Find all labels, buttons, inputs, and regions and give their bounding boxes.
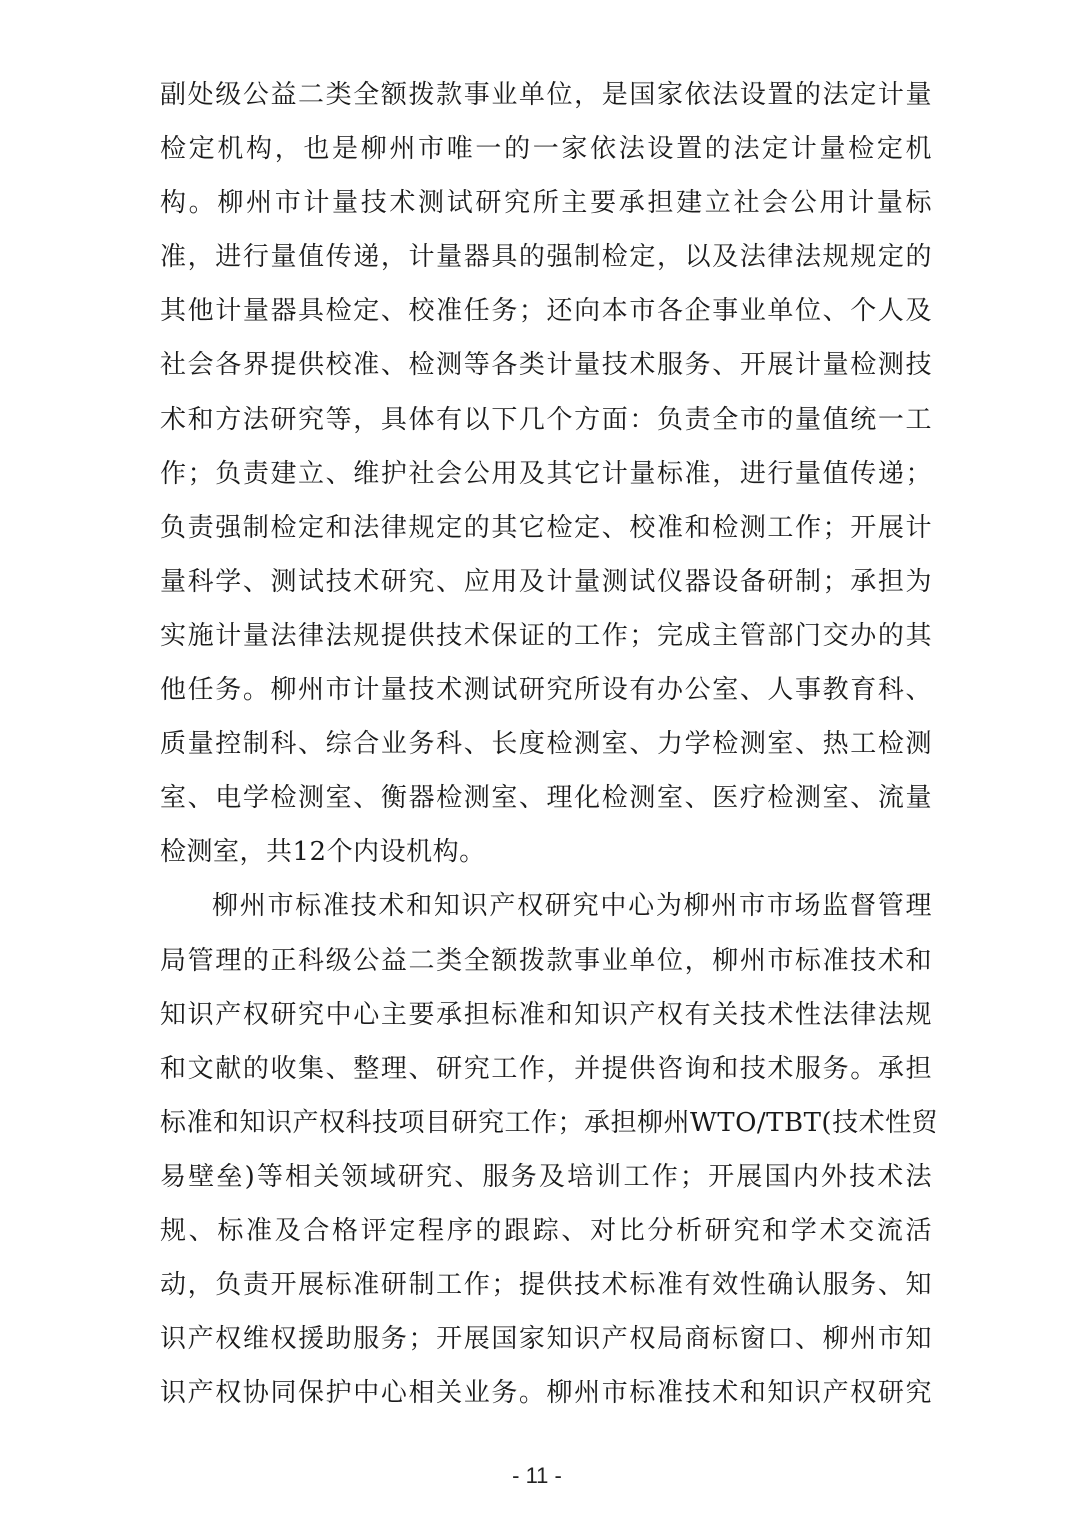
text-line: 知识产权研究中心主要承担标准和知识产权有关技术性法律法规 bbox=[160, 999, 932, 1030]
text-line: 检定机构，也是柳州市唯一的一家依法设置的法定计量检定机 bbox=[160, 134, 932, 165]
body-text bbox=[160, 68, 939, 1420]
text-line: 识产权维权援助服务；开展国家知识产权局商标窗口、柳州市知 bbox=[160, 1324, 932, 1355]
text-line: 室、电学检测室、衡器检测室、理化检测室、医疗检测室、流量 bbox=[160, 783, 932, 814]
text-line: 实施计量法律法规提供技术保证的工作；完成主管部门交办的其 bbox=[160, 620, 932, 651]
text-line: 量科学、测试技术研究、应用及计量测试仪器设备研制；承担为 bbox=[160, 566, 932, 597]
text-line: 检测室，共12个内设机构。 bbox=[160, 837, 486, 868]
text-line: 标准和知识产权科技项目研究工作；承担柳州WTO/TBT(技术性贸 bbox=[160, 1107, 939, 1138]
text-line: 和文献的收集、整理、研究工作，并提供咨询和技术服务。承担 bbox=[160, 1053, 932, 1084]
page-number: - 11 - bbox=[512, 1463, 562, 1488]
text-line: 易壁垒)等相关领域研究、服务及培训工作；开展国内外技术法 bbox=[160, 1161, 932, 1192]
text-line: 术和方法研究等，具体有以下几个方面：负责全市的量值统一工 bbox=[160, 404, 932, 435]
text-line: 社会各界提供校准、检测等各类计量技术服务、开展计量检测技 bbox=[160, 350, 932, 381]
text-line: 识产权协同保护中心相关业务。柳州市标准技术和知识产权研究 bbox=[160, 1378, 932, 1409]
text-line: 其他计量器具检定、校准任务；还向本市各企事业单位、个人及 bbox=[160, 296, 932, 327]
text-line: 规、标准及合格评定程序的跟踪、对比分析研究和学术交流活 bbox=[160, 1215, 932, 1246]
text-line: 副处级公益二类全额拨款事业单位，是国家依法设置的法定计量 bbox=[160, 80, 932, 110]
text-line: 负责强制检定和法律规定的其它检定、校准和检测工作；开展计 bbox=[160, 512, 932, 543]
text-line: 质量控制科、综合业务科、长度检测室、力学检测室、热工检测 bbox=[160, 729, 932, 760]
text-line: 局管理的正科级公益二类全额拨款事业单位，柳州市标准技术和 bbox=[160, 945, 932, 976]
paragraph bbox=[160, 68, 932, 879]
text-line: 准，进行量值传递，计量器具的强制检定，以及法律法规规定的 bbox=[160, 242, 932, 273]
text-line: 构。柳州市计量技术测试研究所主要承担建立社会公用计量标 bbox=[160, 188, 932, 219]
text-line: 作；负责建立、维护社会公用及其它计量标准，进行量值传递； bbox=[160, 458, 932, 489]
text-line: 柳州市标准技术和知识产权研究中心为柳州市市场监督管理 bbox=[212, 891, 932, 922]
text-line: 他任务。柳州市计量技术测试研究所设有办公室、人事教育科、 bbox=[160, 675, 932, 706]
text-line: 动，负责开展标准研制工作；提供技术标准有效性确认服务、知 bbox=[160, 1270, 932, 1301]
paragraph bbox=[160, 879, 939, 1420]
